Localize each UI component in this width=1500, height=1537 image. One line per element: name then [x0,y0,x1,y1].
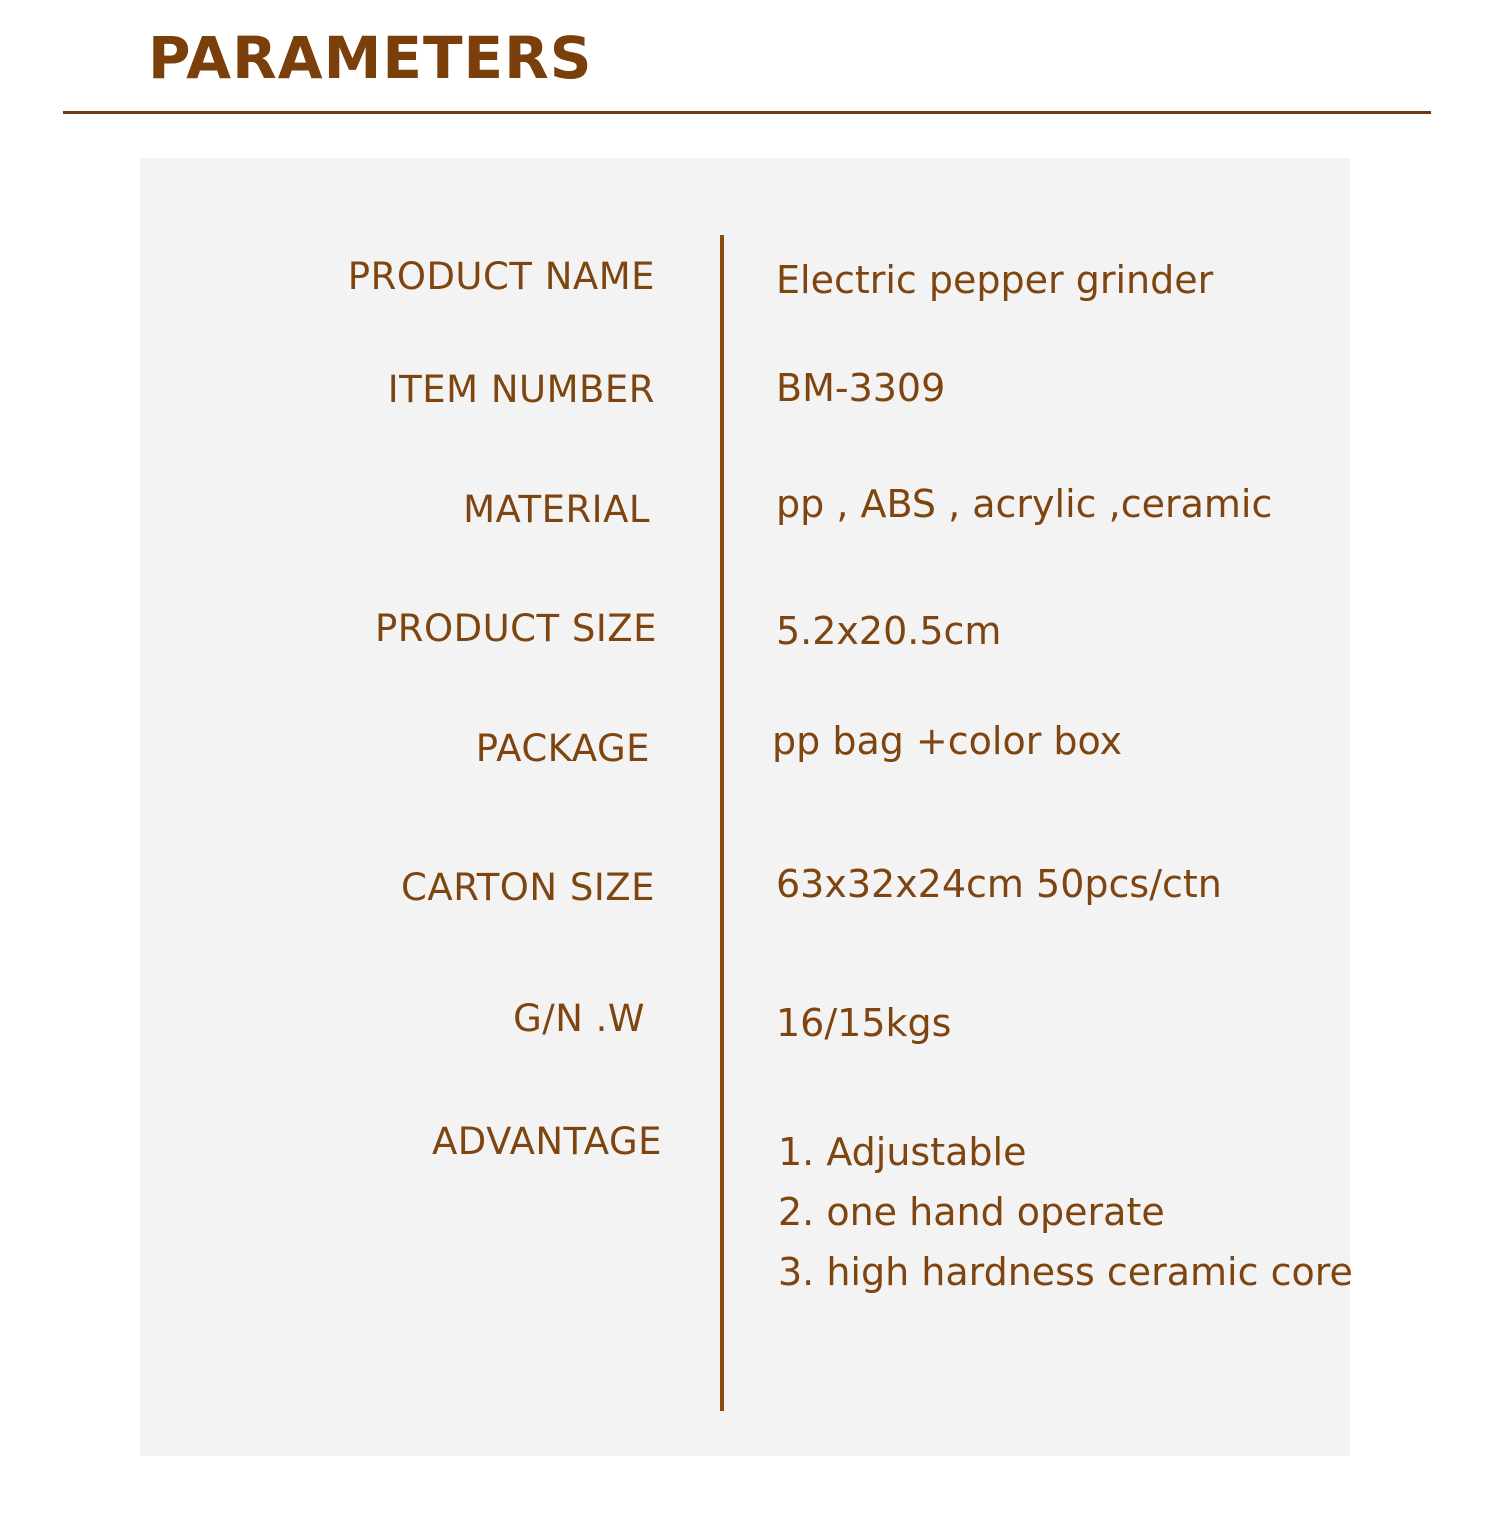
advantage-list [778,1122,1353,1302]
column-divider [720,235,724,1411]
value-product-name: Electric pepper grinder [776,258,1214,302]
label-gross-net-weight: G/N .W [513,997,645,1040]
label-advantage: ADVANTAGE [431,1120,662,1163]
label-package: PACKAGE [475,727,650,770]
value-product-size: 5.2x20.5cm [776,609,1002,653]
value-package: pp bag +color box [772,719,1123,763]
value-item-number: BM-3309 [776,366,946,410]
label-carton-size: CARTON SIZE [401,866,655,909]
label-product-name: PRODUCT NAME [347,255,655,298]
label-product-size: PRODUCT SIZE [374,607,657,650]
title-underline [63,111,1431,114]
label-material: MATERIAL [463,488,650,531]
label-item-number: ITEM NUMBER [387,368,655,411]
advantage-item: 1. Adjustable [778,1130,1027,1174]
value-gross-net-weight: 16/15kgs [776,1001,952,1045]
advantage-item: 3. high hardness ceramic core [778,1250,1353,1294]
page-title: PARAMETERS [148,24,593,92]
value-carton-size: 63x32x24cm 50pcs/ctn [776,862,1222,906]
advantage-item: 2. one hand operate [778,1190,1165,1234]
value-material: pp , ABS , acrylic ,ceramic [776,482,1273,526]
